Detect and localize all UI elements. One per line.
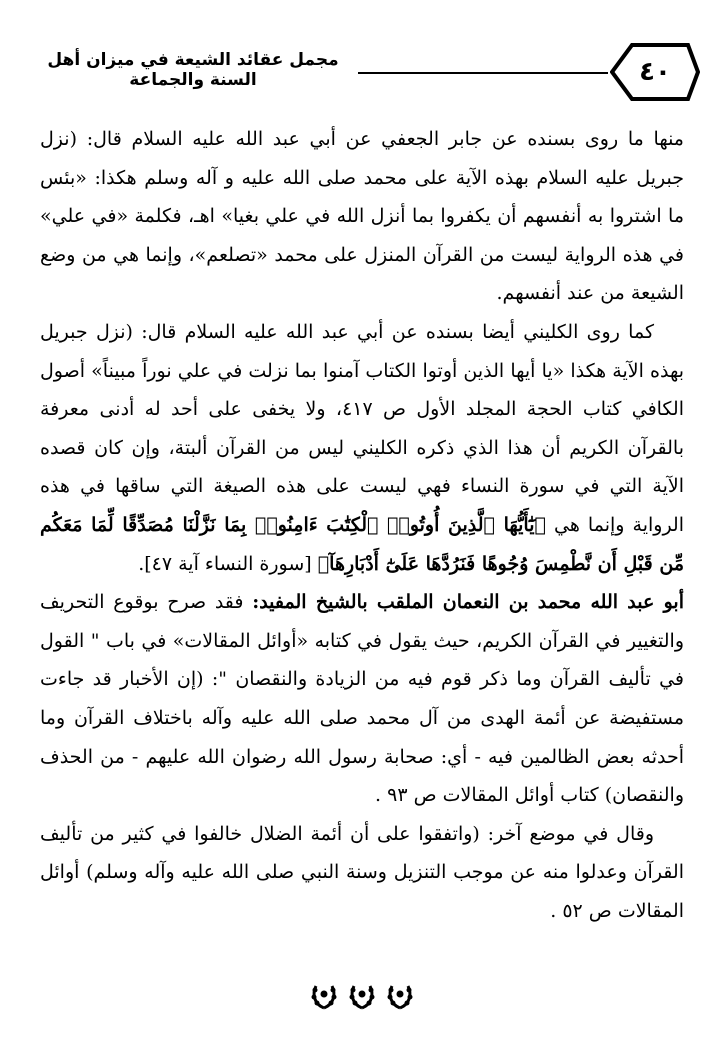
paragraph-text: فقد صرح بوقوع التحريف والتغيير في القرآن الكريم، حيث يقول في كتابه «أوائل المقالات» في باب " القول في تأليف القرآن وما ذكر قوم فيه من الزيادة والنقصان ": (إن الأخبار قد جاءت مستفيضة عن أئمة الهدى من آل محمد صلى الله عليه وآله باختلاف القرآن وما أحدثه بعض الظالمين فيه - أي: صحابة رسول الله رضوان الله عليهم - من الحذف والنقصان) كتاب أوائل المقالات ص ٩٣ .	[40, 591, 684, 807]
scholar-heading: أبو عبد الله محمد بن النعمان الملقب بالشيخ المفيد:	[252, 591, 684, 614]
page-number: ٤٠	[639, 57, 671, 87]
footer-ornaments	[0, 980, 724, 1014]
paragraph	[40, 583, 684, 815]
wreath-ornament-icon	[384, 980, 416, 1012]
paragraph: منها ما روى بسنده عن جابر الجعفي عن أبي عبد الله عليه السلام قال: (نزل جبريل عليه السلام بهذه الآية على محمد صلى الله عليه و آله وسلم هكذا: «بئس ما اشتروا به أنفسهم أن يكفروا بما أنزل الله في علي بغيا» اهـ، فكلمة «في علي» في هذه الرواية ليست من القرآن المنزل على محمد «تصلعم»، وإنما هي من وضع الشيعة من عند أنفسهم.	[40, 128, 684, 305]
wreath-ornament-icon	[346, 980, 378, 1012]
body-text	[40, 120, 684, 930]
verse-reference: [سورة النساء آية ٤٧].	[138, 552, 312, 575]
paragraph	[40, 313, 684, 583]
quran-verse: ﴿يَٰٓأَيُّهَا ٱلَّذِينَ أُوتُوا۟ ٱلْكِتَٰبَ ءَامِنُوا۟ بِمَا نَزَّلْنَا مُصَدِّقًا لِّمَا مَعَكُم مِّن قَبْلِ أَن نَّطْمِسَ وُجُوهًا فَنَرُدَّهَا عَلَىٰٓ أَدْبَارِهَآ﴾	[40, 513, 684, 575]
page-header	[28, 40, 700, 104]
wreath-ornament-icon	[308, 980, 340, 1012]
running-title: مجمل عقائد الشيعة في ميزان أهل السنة والجماعة	[28, 50, 358, 90]
paragraph-text: كما روى الكليني أيضا بسنده عن أبي عبد الله عليه السلام قال: (نزل جبريل بهذه الآية هكذا «يا أيها الذين أوتوا الكتاب آمنوا بما نزلت في علي نوراً مبيناً» أصول الكافي كتاب الحجة المجلد الأول ص ٤١٧، ولا يخفى على أحد له أدنى معرفة بالقرآن الكريم أن هذا الذي ذكره الكليني ليس من القرآن ألبتة، وإن كان قصده الآية التي في سورة النساء فهي ليست على هذه الصيغة التي ساقها في هذه الرواية وإنما هي	[40, 320, 684, 536]
paragraph: وقال في موضع آخر: (واتفقوا على أن أئمة الضلال خالفوا في كثير من تأليف القرآن وعدلوا منه عن موجب التنزيل وسنة النبي صلى الله عليه وآله وسلم) أوائل المقالات ص ٥٢ .	[40, 822, 684, 922]
